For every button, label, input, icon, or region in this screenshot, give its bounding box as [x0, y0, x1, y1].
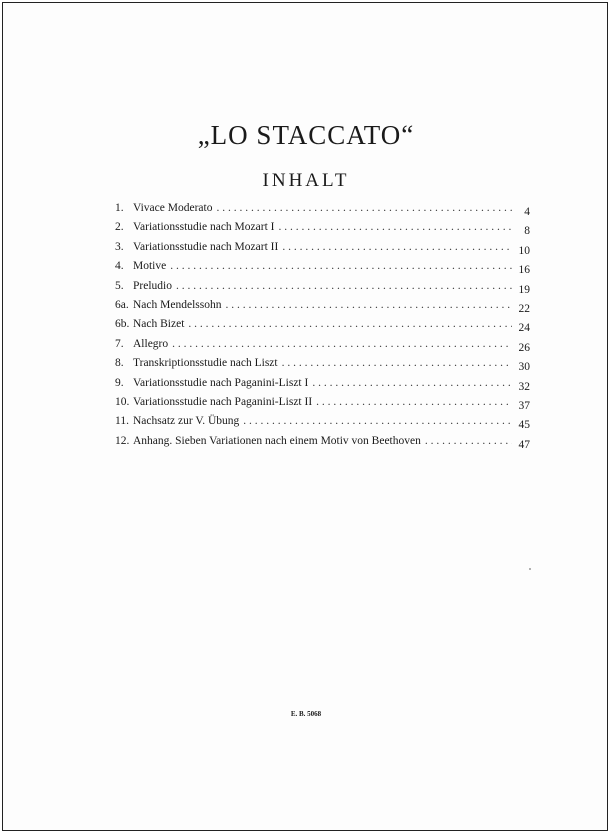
toc-page: 8 — [524, 225, 530, 238]
toc-entry — [115, 415, 530, 434]
toc-number: 6a. — [115, 298, 129, 311]
dot-leader — [316, 396, 512, 408]
toc-title: Variationsstudie nach Paganini-Liszt I — [133, 376, 309, 389]
toc-title: Variationsstudie nach Mozart I — [133, 221, 275, 234]
plate-number: E. B. 5068 — [290, 710, 322, 718]
dot-leader — [243, 415, 512, 427]
toc-page: 26 — [518, 341, 530, 354]
toc-number: 10. — [115, 395, 130, 408]
toc-page: 19 — [518, 283, 530, 296]
toc-entry — [115, 202, 530, 221]
toc-entry — [115, 241, 530, 260]
toc-page: 4 — [524, 206, 530, 218]
toc-title: Motive — [133, 260, 167, 273]
dot-leader — [172, 338, 512, 350]
toc-entry — [115, 221, 530, 240]
toc-title: Nach Bizet — [133, 318, 185, 331]
contents-heading: INHALT — [262, 170, 350, 191]
toc-page: 47 — [518, 438, 530, 451]
dot-leader — [188, 318, 512, 330]
toc-title: Preludio — [133, 279, 172, 292]
dot-leader — [312, 377, 512, 389]
toc-page: 10 — [518, 244, 530, 257]
toc-number: 9. — [115, 376, 124, 389]
table-of-contents — [115, 202, 530, 454]
toc-number: 6b. — [115, 318, 130, 331]
toc-page: 16 — [518, 264, 530, 277]
toc-page: 45 — [518, 419, 530, 432]
toc-page: 24 — [518, 322, 530, 335]
toc-number: 3. — [115, 240, 124, 253]
toc-entry — [115, 260, 530, 279]
toc-number: 8. — [115, 357, 124, 370]
toc-title: Variationsstudie nach Paganini-Liszt II — [133, 395, 313, 408]
dot-leader — [282, 357, 512, 369]
toc-entry — [115, 435, 530, 454]
dot-leader — [176, 280, 512, 292]
toc-title: Anhang. Sieben Variationen nach einem Motiv von Beethoven — [133, 434, 421, 447]
toc-number: 7. — [115, 337, 124, 350]
toc-title: Variationsstudie nach Mozart II — [133, 240, 279, 253]
toc-entry — [115, 280, 530, 299]
dot-leader — [170, 260, 512, 272]
toc-entry — [115, 299, 530, 318]
toc-page: 32 — [518, 380, 530, 393]
toc-page: 37 — [518, 399, 530, 412]
toc-number: 5. — [115, 279, 124, 292]
paper-speck — [529, 568, 531, 570]
toc-number: 2. — [115, 221, 124, 234]
dot-leader — [425, 435, 512, 447]
toc-entry — [115, 338, 530, 357]
toc-entry — [115, 318, 530, 337]
dot-leader — [282, 241, 512, 253]
dot-leader — [225, 299, 512, 311]
toc-title: Nachsatz zur V. Übung — [133, 415, 240, 428]
toc-page: 30 — [518, 361, 530, 374]
toc-title: Nach Mendelssohn — [133, 298, 222, 311]
toc-title: Vivace Moderato — [133, 202, 213, 214]
toc-number: 1. — [115, 202, 124, 214]
toc-title: Allegro — [133, 337, 169, 350]
page-title: „LO STACCATO“ — [197, 120, 415, 150]
toc-number: 11. — [115, 415, 129, 428]
dot-leader — [216, 202, 512, 214]
toc-number: 4. — [115, 260, 124, 273]
dot-leader — [278, 221, 512, 233]
toc-entry — [115, 377, 530, 396]
toc-number: 12. — [115, 434, 130, 447]
toc-entry — [115, 396, 530, 415]
toc-page: 22 — [518, 302, 530, 315]
toc-entry — [115, 357, 530, 376]
toc-title: Transkriptionsstudie nach Liszt — [133, 357, 278, 370]
